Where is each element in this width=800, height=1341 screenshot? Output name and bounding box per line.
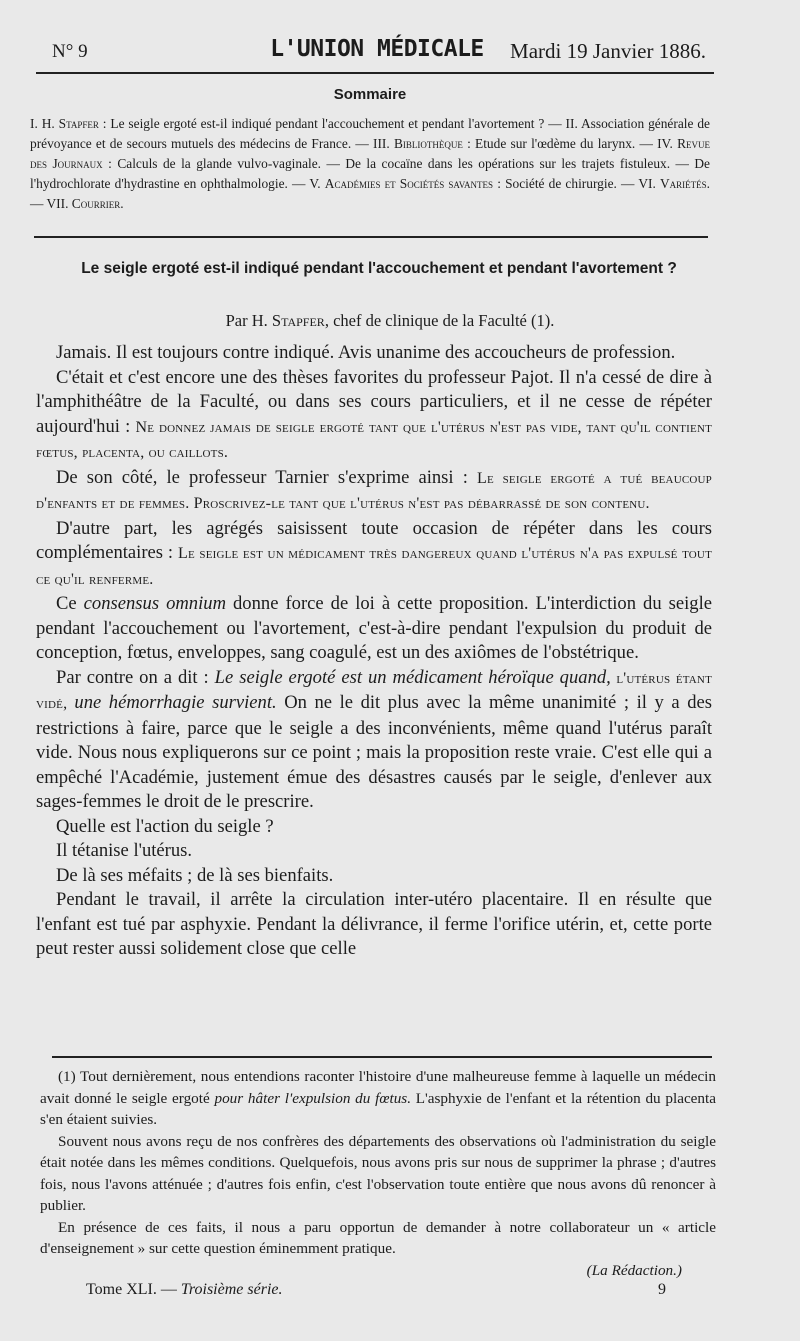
paragraph-6-italic-1: Le seigle ergoté est un médicament héroïque quand, xyxy=(214,666,611,688)
article-body xyxy=(36,341,712,962)
sommaire-item-5-text: : Société de chirurgie. — VI. xyxy=(493,176,660,191)
footer-volume xyxy=(86,1281,282,1299)
paragraph-5 xyxy=(36,592,712,666)
paragraph-6-text-b: On ne le dit plus avec la même unanimité ; il y a des restrictions à faire, parce que le seigle a des inconvénients, même quand l'utérus paraît vide. Nous nous expliquerons sur ce point ; mais la proposition reste vraie. C'est elle qui a empêché l'Académie, justement émue des désastres causés par le seigle, d'enlever aux sages-femmes le droit de le prescrire. xyxy=(36,692,712,812)
footnote-1-text-b: L'asphyxie de l'enfant et la rétention du placenta s'en étaient suivies. xyxy=(40,1089,716,1128)
journal-title: L'UNION MÉDICALE xyxy=(270,36,484,62)
sommaire-item-3-text: : Etude sur l'œdème du larynx. — IV. xyxy=(462,136,678,151)
paragraph-4 xyxy=(36,517,712,593)
byline-suffix: , chef de clinique de la Faculté (1). xyxy=(324,311,555,330)
sommaire-item-7-label: Courrier xyxy=(71,196,121,211)
paragraph-3-quote: Le seigle ergoté a tué beaucoup d'enfants et de femmes. Proscrivez-le tant que l'utérus n'est pas débarrassé de son contenu. xyxy=(36,469,712,512)
issue-number: N° 9 xyxy=(52,41,88,62)
sommaire-list xyxy=(30,114,710,214)
sommaire-item-1-author: Stapfer xyxy=(58,116,99,131)
paragraph-2-quote: Ne donnez jamais de seigle ergoté tant que l'utérus n'est pas vide, tant qu'il contient fœtus, placenta, ou caillots. xyxy=(36,418,713,461)
footnote-1-text-a: (1) Tout dernièrement, nous entendions raconter l'histoire d'une malheureuse femme à laquelle un médecin avait donné le seigle ergoté xyxy=(40,1068,716,1107)
sommaire-item-7-text: . xyxy=(120,196,124,211)
paragraph-8: Il tétanise l'utérus. xyxy=(56,840,193,861)
section-rule xyxy=(34,236,708,238)
issue-date: Mardi 19 Janvier 1886. xyxy=(510,39,706,63)
header-rule xyxy=(36,72,714,74)
paragraph-3-text: De son côté, le professeur Tarnier s'exprime ainsi : xyxy=(56,466,478,488)
paragraph-6 xyxy=(36,666,712,815)
sommaire-item-6-label: Variétés xyxy=(659,176,707,191)
footnote-2: Souvent nous avons reçu de nos confrères des départements des observations où l'administration du seigle était notée dans les mêmes conditions. Quelquefois, nous avons pris sur nous de supprimer la phrase ; d'autres fois, nous l'avons atténuée ; d'autres fois enfin, c'est l'observation toute entière que nous avons dû renoncer à publier. xyxy=(40,1132,716,1214)
article-title: Le seigle ergoté est-il indiqué pendant l'accouchement et pendant l'avortement ? xyxy=(81,260,677,277)
byline-prefix: Par H. xyxy=(225,311,272,330)
byline-author: Stapfer xyxy=(271,311,325,330)
paragraph-5-text-b: donne force de loi à cette proposition. L'interdiction du seigle pendant l'accouchement ou l'avortement, c'est-à-dire pendant l'expulsion du produit de conception, fœtus, enveloppes, sang coagulé, est un des axiômes de l'obstétrique. xyxy=(36,593,712,663)
footnote-1-italic: pour hâter l'expulsion du fœtus. xyxy=(214,1089,411,1107)
footnotes xyxy=(40,1066,716,1281)
paragraph-6-text-a: Par contre on a dit : xyxy=(56,666,215,688)
paragraph-3 xyxy=(36,466,712,517)
footnote-1 xyxy=(40,1066,716,1131)
paragraph-5-text-a: Ce xyxy=(56,593,84,614)
paragraph-6-smallcaps: l'utérus étant vidé, xyxy=(36,669,712,712)
sommaire-item-3-label: Bibliothèque xyxy=(393,136,463,151)
footer-serie: Troisième série. xyxy=(180,1281,283,1298)
paragraph-6-italic-2: une hémorrhagie survient. xyxy=(74,692,277,713)
sommaire-item-1-num: I. H. xyxy=(30,116,59,131)
sommaire-item-4-label: Revue des Journaux xyxy=(30,136,710,171)
article-byline xyxy=(40,311,740,331)
paragraph-10: Pendant le travail, il arrête la circulation inter-utéro placentaire. Il en résulte que l'enfant est tué par asphyxie. Pendant la délivrance, il ferme l'orifice utérin, et, cette porte peut rester aussi solidement close que celle xyxy=(36,889,712,959)
paragraph-1: Jamais. Il est toujours contre indiqué. Avis unanime des accoucheurs de profession. xyxy=(56,342,676,363)
paragraph-9: De là ses méfaits ; de là ses bienfaits. xyxy=(56,864,334,886)
footer-tome: Tome XLI. — xyxy=(86,1281,181,1298)
masthead xyxy=(48,36,706,70)
footnote-signature: (La Rédaction.) xyxy=(586,1261,682,1279)
paragraph-4-text: D'autre part, les agrégés saisissent toute occasion de répéter dans les cours complémentaires : xyxy=(36,517,712,563)
paragraph-7: Quelle est l'action du seigle ? xyxy=(56,815,274,837)
sommaire-title: Sommaire xyxy=(333,86,407,103)
sommaire-item-5-label: Académies et Sociétés savantes xyxy=(324,176,494,191)
paragraph-5-italic: consensus omnium xyxy=(83,593,226,614)
footer-page-number: 9 xyxy=(658,1281,666,1298)
footnote-rule xyxy=(52,1056,712,1058)
sommaire-item-4-text: : Calculs de la glande vulvo-vaginale. — De la cocaïne dans les opérations sur les trajets fistuleux. — De l'hydrochlorate d'hydrastine en ophthalmologie. — V. xyxy=(30,156,711,191)
footnote-3: En présence de ces faits, il nous a paru opportun de demander à notre collaborateur un « article d'enseignement » sur cette question éminemment pratique. xyxy=(40,1218,716,1257)
sommaire-item-1-text: : Le seigle ergoté est-il indiqué pendant l'accouchement et pendant l'avortement ? — II. Association générale de prévoyance et de secours mutuels des médecins de France. — III. xyxy=(30,116,710,151)
paragraph-2 xyxy=(36,366,712,466)
paragraph-4-quote: Le seigle est un médicament très dangereux quand l'utérus n'a pas expulsé tout ce qu'il renferme. xyxy=(36,545,712,588)
sommaire-item-6-text: . — VII. xyxy=(30,176,710,211)
paragraph-2-text: C'était et c'est encore une des thèses favorites du professeur Pajot. Il n'a cessé de dire à l'amphithéâtre de la Faculté, ou dans ses cours particuliers, et il ne cesse de répéter aujourd'hui : xyxy=(36,366,712,437)
